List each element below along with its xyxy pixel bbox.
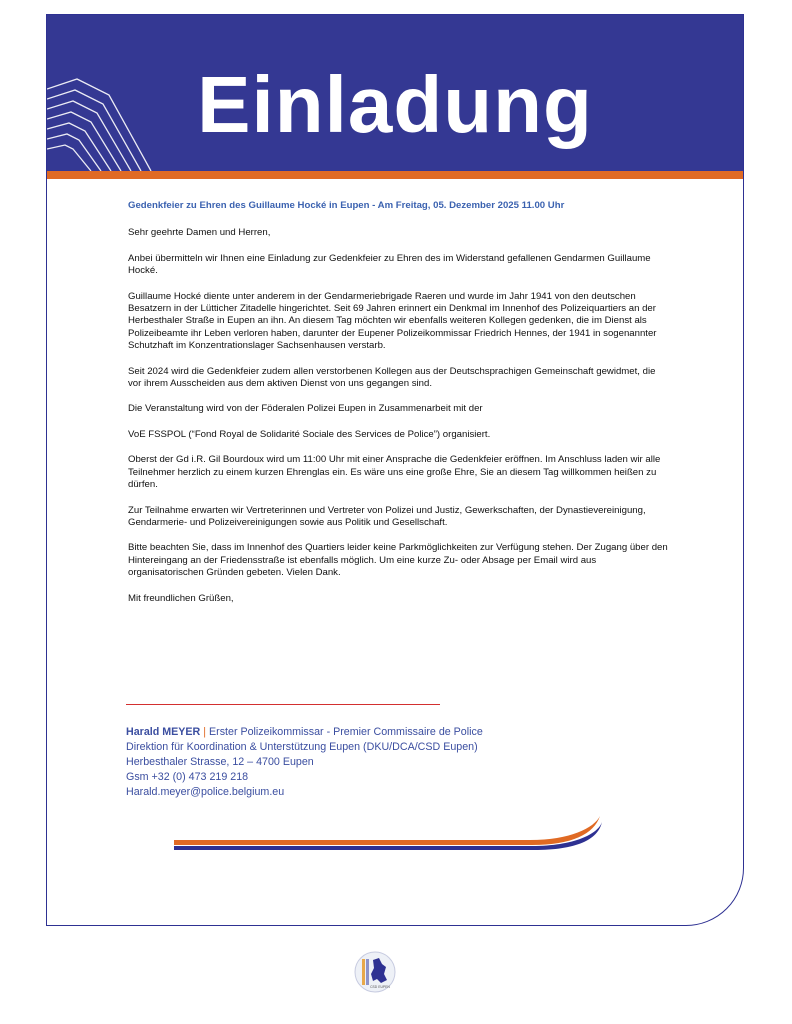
paragraph-attendees: Zur Teilnahme erwarten wir Vertreterinnen und Vertreter von Polizei und Justiz, Gewerkschaften, der Dynastievereinigung, Gendarmerie- und Polizeivereinigungen sowie aus Politik und Gesellschaft.	[128, 504, 646, 528]
footer-logo-text: CSD EUPEN	[370, 985, 390, 989]
signature-name-line	[126, 725, 483, 740]
page-title: Einladung	[197, 60, 593, 149]
police-emblem-icon	[353, 950, 397, 994]
signer-phone: Gsm +32 (0) 473 219 218	[126, 771, 249, 783]
brand-swoosh-decoration	[120, 800, 606, 852]
signer-name: Harald MEYER	[126, 726, 201, 738]
paragraph-dedication: Seit 2024 wird die Gedenkfeier zudem allen verstorbenen Kollegen aus der Deutschsprachigen Gemeinschaft gewidmet, die vor ihrem Ausscheiden aus dem aktiven Dienst von uns gegangen sind.	[128, 365, 656, 390]
signer-department: Direktion für Koordination & Unterstützung Eupen (DKU/DCA/CSD Eupen)	[126, 741, 478, 753]
signer-role: Erster Polizeikommissar - Premier Commissaire de Police	[209, 726, 483, 738]
paragraph-history: Guillaume Hocké diente unter anderem in der Gendarmeriebrigade Raeren und wurde im Jahr 1941 von den deutschen Besatzern in der Lütticher Zitadelle hingerichtet. Seit 69 Jahren erinnert ein Denkmal im Innenhof des Polizeiquartiers an der Herbesthaler Straße in Eupen an ihn. An diesem Tag möchten wir ebenfalls weiteren Kollegen gedenken, die im Dienst als Polizeibeamte ihr Leben verloren haben, darunter der Eupener Polizeikommissar Friedrich Hennes, der 1941 in sogenannter Schutzhaft im Konzentrationslager Sachsenhausen verstarb.	[128, 290, 657, 352]
signature-divider	[126, 704, 440, 705]
paragraph-intro: Anbei übermitteln wir Ihnen eine Einladung zur Gedenkfeier zu Ehren des im Widerstand gefallenen Gendarmen Guillaume Hocké.	[128, 252, 651, 277]
paragraph-program: Oberst der Gd i.R. Gil Bourdoux wird um 11:00 Uhr mit einer Ansprache die Gedenkfeier eröffnen. Im Anschluss laden wir alle Teilnehmer herzlich zu einem kurzen Ehrenglas ein. Es wäre uns eine große Ehre, Sie an diesem Tag willkommen heißen zu dürfen.	[128, 454, 661, 491]
paragraph-fsspol: VoE FSSPOL (“Fond Royal de Solidarité Sociale des Services de Police”) organisiert.	[128, 428, 491, 440]
paragraph-organizer: Die Veranstaltung wird von der Föderalen Polizei Eupen in Zusammenarbeit mit der	[128, 403, 483, 415]
closing: Mit freundlichen Grüßen,	[128, 592, 234, 604]
signature-block	[126, 725, 483, 800]
signer-email-link[interactable]: Harald.meyer@police.belgium.eu	[126, 786, 285, 798]
salutation: Sehr geehrte Damen und Herren,	[128, 227, 271, 239]
header-accent-stripe	[47, 171, 743, 179]
signature-separator: |	[203, 726, 207, 738]
header-banner	[47, 15, 743, 171]
paragraph-parking: Bitte beachten Sie, dass im Innenhof des Quartiers leider keine Parkmöglichkeiten zur Verfügung stehen. Der Zugang über den Hintereingang an der Friedensstraße ist ebenfalls möglich. Um eine kurze Zu- oder Absage per Email wird aus organisatorischen Gründen gebeten. Vielen Dank.	[128, 542, 668, 579]
signer-address: Herbesthaler Strasse, 12 – 4700 Eupen	[126, 756, 314, 768]
letter-body	[128, 200, 668, 618]
letter-subject: Gedenkfeier zu Ehren des Guillaume Hocké in Eupen - Am Freitag, 05. Dezember 2025 11.00 Uhr	[128, 200, 565, 211]
